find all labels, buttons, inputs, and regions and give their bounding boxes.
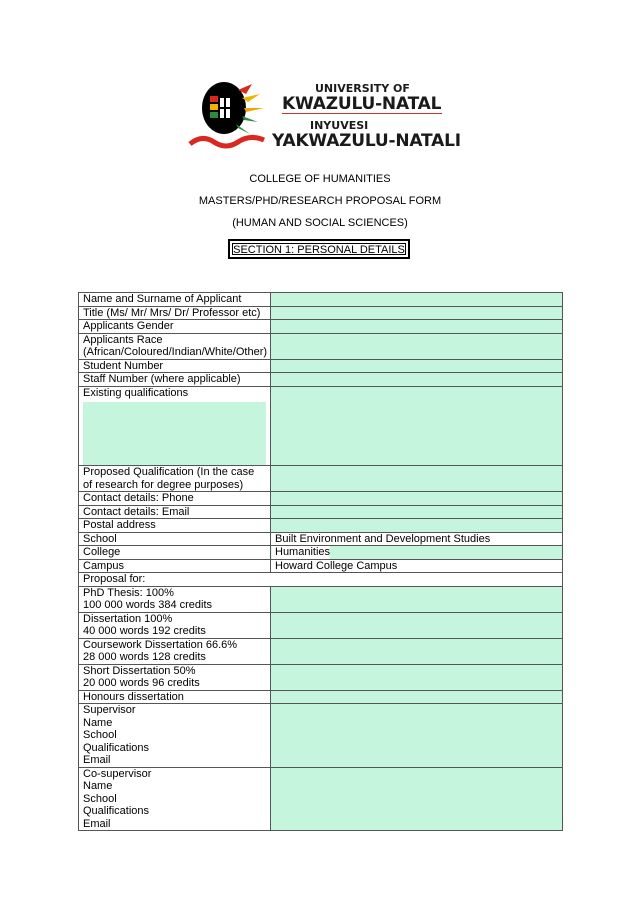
university-logo bbox=[188, 76, 461, 154]
short-dissertation-label-line2: 20 000 words 96 credits bbox=[83, 677, 200, 689]
honours-label: Honours dissertation bbox=[79, 690, 271, 704]
form-title: MASTERS/PHD/RESEARCH PROPOSAL FORM bbox=[198, 195, 442, 207]
race-label: Applicants Race (African/Coloured/Indian/White/Other) bbox=[79, 333, 271, 359]
student-number-field[interactable] bbox=[271, 359, 563, 373]
campus-value: Howard College Campus bbox=[271, 559, 563, 573]
title-field[interactable] bbox=[271, 306, 563, 320]
coursework-field[interactable] bbox=[271, 638, 563, 664]
table-row bbox=[79, 293, 563, 307]
table-row bbox=[79, 573, 563, 587]
school-value: Built Environment and Development Studies bbox=[271, 532, 563, 546]
dissertation-field[interactable] bbox=[271, 612, 563, 638]
cosupervisor-label-line4: Qualifications bbox=[83, 805, 150, 817]
proposal-for-label: Proposal for: bbox=[79, 573, 563, 587]
existing-qualifications-value[interactable] bbox=[271, 386, 563, 466]
college-heading: COLLEGE OF HUMANITIES bbox=[249, 173, 391, 185]
cosupervisor-label-line2: Name bbox=[83, 780, 113, 792]
staff-number-label: Staff Number (where applicable) bbox=[79, 373, 271, 387]
phd-label-line1: PhD Thesis: 100% bbox=[83, 586, 174, 599]
existing-qualifications-label: Existing qualifications bbox=[83, 386, 189, 399]
college-label: College bbox=[79, 546, 271, 560]
table-row bbox=[79, 664, 563, 690]
postal-label: Postal address bbox=[79, 519, 271, 533]
short-dissertation-field[interactable] bbox=[271, 664, 563, 690]
logo-emblem-icon bbox=[188, 76, 284, 154]
table-row bbox=[79, 559, 563, 573]
coursework-label-line2: 28 000 words 128 credits bbox=[83, 651, 206, 663]
logo-line2: KWAZULU-NATAL bbox=[282, 94, 442, 114]
supervisor-field[interactable] bbox=[271, 704, 563, 768]
phd-label bbox=[79, 586, 271, 612]
existing-qualifications-field[interactable] bbox=[83, 402, 266, 465]
gender-field[interactable] bbox=[271, 320, 563, 334]
logo-line1: UNIVERSITY OF bbox=[315, 82, 410, 95]
table-row bbox=[79, 532, 563, 546]
school-label: School bbox=[79, 532, 271, 546]
dissertation-label-line2: 40 000 words 192 credits bbox=[83, 625, 206, 637]
cosupervisor-label bbox=[79, 767, 271, 831]
existing-qualifications-cell bbox=[79, 386, 271, 466]
name-field[interactable] bbox=[271, 293, 563, 307]
coursework-label-line1: Coursework Dissertation 66.6% bbox=[83, 638, 238, 651]
phone-label: Contact details: Phone bbox=[79, 492, 271, 506]
student-number-label: Student Number bbox=[79, 359, 271, 373]
dissertation-label bbox=[79, 612, 271, 638]
cosupervisor-field[interactable] bbox=[271, 767, 563, 831]
staff-number-field[interactable] bbox=[271, 373, 563, 387]
section-heading-box bbox=[228, 239, 410, 259]
proposed-qualification-field[interactable] bbox=[271, 466, 563, 492]
table-row bbox=[79, 386, 563, 466]
short-dissertation-label bbox=[79, 664, 271, 690]
supervisor-label-line3: School bbox=[83, 729, 117, 741]
email-label: Contact details: Email bbox=[79, 505, 271, 519]
table-row bbox=[79, 466, 563, 492]
supervisor-label bbox=[79, 704, 271, 768]
phd-field[interactable] bbox=[271, 586, 563, 612]
section-heading: SECTION 1: PERSONAL DETAILS bbox=[233, 244, 405, 256]
phone-field[interactable] bbox=[271, 492, 563, 506]
campus-label: Campus bbox=[79, 559, 271, 573]
cosupervisor-label-line3: School bbox=[83, 792, 117, 805]
supervisor-label-line4: Qualifications bbox=[83, 741, 150, 754]
personal-details-table bbox=[78, 292, 563, 831]
table-row bbox=[79, 612, 563, 638]
table-row bbox=[79, 546, 563, 560]
college-value[interactable]: Humanities bbox=[271, 546, 563, 560]
phd-label-line2: 100 000 words 384 credits bbox=[83, 599, 213, 611]
table-row bbox=[79, 492, 563, 506]
table-row bbox=[79, 704, 563, 768]
table-row bbox=[79, 638, 563, 664]
honours-field[interactable] bbox=[271, 690, 563, 704]
table-row bbox=[79, 373, 563, 387]
table-row bbox=[79, 505, 563, 519]
table-row bbox=[79, 767, 563, 831]
email-field[interactable] bbox=[271, 505, 563, 519]
table-row bbox=[79, 586, 563, 612]
supervisor-label-line1: Supervisor bbox=[83, 704, 136, 716]
table-row bbox=[79, 333, 563, 359]
cosupervisor-label-line5: Email bbox=[83, 817, 111, 830]
supervisor-label-line5: Email bbox=[83, 754, 111, 766]
proposed-qualification-label: Proposed Qualification (In the case of research for degree purposes) bbox=[79, 466, 271, 492]
supervisor-label-line2: Name bbox=[83, 716, 113, 729]
postal-field[interactable] bbox=[271, 519, 563, 533]
table-row bbox=[79, 306, 563, 320]
table-row bbox=[79, 320, 563, 334]
dissertation-label-line1: Dissertation 100% bbox=[83, 612, 173, 625]
race-field[interactable] bbox=[271, 333, 563, 359]
coursework-label bbox=[79, 638, 271, 664]
table-row bbox=[79, 690, 563, 704]
table-row bbox=[79, 359, 563, 373]
cosupervisor-label-line1: Co-supervisor bbox=[83, 767, 152, 780]
title-label: Title (Ms/ Mr/ Mrs/ Dr/ Professor etc) bbox=[79, 306, 271, 320]
logo-line4: YAKWAZULU-NATALI bbox=[272, 131, 461, 151]
name-label: Name and Surname of Applicant bbox=[79, 293, 271, 307]
logo-line3: INYUVESI bbox=[310, 119, 369, 132]
short-dissertation-label-line1: Short Dissertation 50% bbox=[83, 664, 196, 677]
gender-label: Applicants Gender bbox=[79, 320, 271, 334]
table-row bbox=[79, 519, 563, 533]
form-subtitle: (HUMAN AND SOCIAL SCIENCES) bbox=[232, 217, 408, 229]
